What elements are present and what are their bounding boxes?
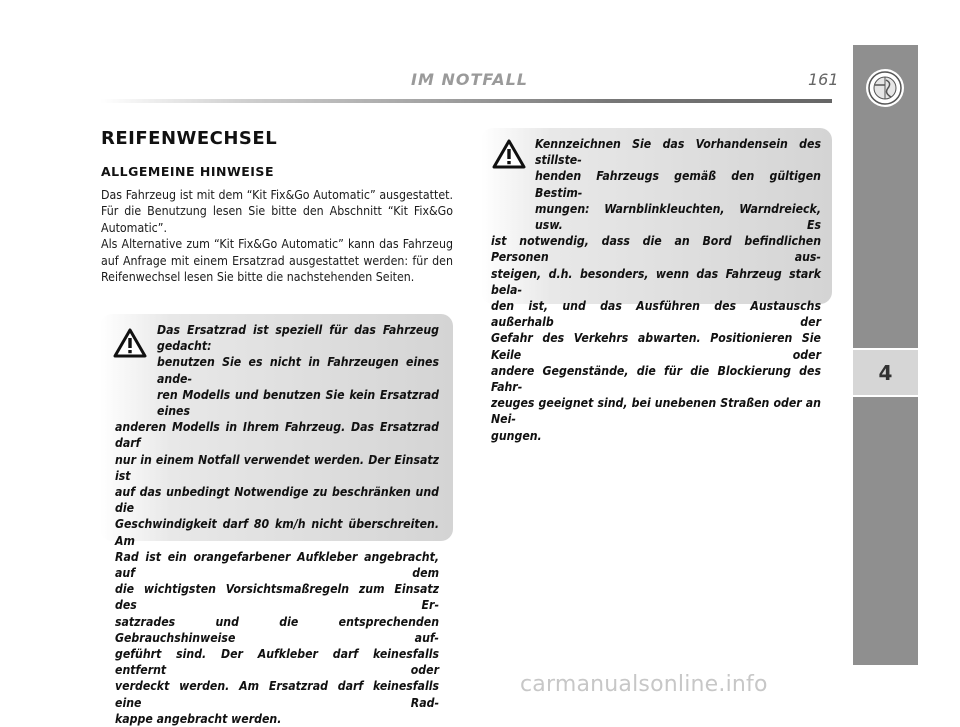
warning-text (115, 322, 439, 727)
warning-line: mungen: Warnblinkleuchten, Warndreieck, usw. Es (535, 201, 821, 233)
warning-text (491, 136, 821, 444)
warning-box-vehicle-stop (481, 128, 832, 443)
warning-line: ren Modells und benutzen Sie kein Ersatzrad eines (157, 387, 439, 419)
paragraph: Das Fahrzeug ist mit dem “Kit Fix&Go Automatic” ausgestattet. Für die Benutzung lesen Sie bitte den Abschnitt “Kit Fix&Go Automatic”. (101, 188, 453, 235)
warning-line: Gefahr des Verkehrs abwarten. Positionieren Sie Keile oder (491, 331, 821, 362)
chapter-sidebar (853, 45, 918, 665)
warning-line: Geschwindigkeit darf 80 km/h nicht überschreiten. Am (115, 517, 439, 548)
warning-line: andere Gegenstände, die für die Blockierung des Fahr- (491, 363, 821, 395)
warning-line: geführt sind. Der Aufkleber darf keinesfalls entfernt oder (115, 647, 439, 678)
warning-line: kappe angebracht werden. (115, 711, 282, 726)
warning-line: anderen Modells in Ihrem Fahrzeug. Das Ersatzrad darf (115, 420, 439, 451)
body-text (101, 187, 453, 285)
sidebar-divider (853, 395, 918, 397)
warning-line: satzrades und die entsprechenden Gebrauchshinweise auf- (115, 614, 439, 645)
warning-line: den ist, und das Ausführen des Austauschs außerhalb der (491, 299, 821, 330)
warning-line: Das Ersatzrad ist speziell für das Fahrzeug gedacht: (157, 323, 439, 354)
header-rule (100, 99, 832, 103)
warning-line: steigen, d.h. besonders, wenn das Fahrzeug stark bela- (491, 266, 821, 297)
section-subtitle: ALLGEMEINE HINWEISE (101, 164, 274, 179)
warning-box-spare-wheel (100, 314, 453, 726)
section-title: REIFENWECHSEL (101, 128, 278, 149)
chapter-number: 4 (878, 360, 893, 385)
watermark: carmanualsonline.info (520, 672, 768, 697)
warning-line: henden Fahrzeugs gemäß den gültigen Bestim- (535, 169, 821, 200)
warning-line: nur in einem Notfall verwendet werden. Der Einsatz ist (115, 452, 439, 483)
warning-line: Kennzeichnen Sie das Vorhandensein des stillste- (535, 137, 821, 168)
warning-line: zeuges geeignet sind, bei unebenen Straßen oder an Nei- (491, 396, 821, 427)
warning-line: benutzen Sie es nicht in Fahrzeugen eines ande- (157, 355, 439, 386)
warning-line: die wichtigsten Vorsichtsmaßregeln zum Einsatz des Er- (115, 582, 439, 613)
warning-line: verdeckt werden. Am Ersatzrad darf keinesfalls eine Rad- (115, 679, 439, 710)
warning-line: auf das unbedingt Notwendige zu beschränken und die (115, 485, 439, 516)
chapter-tab (853, 350, 918, 395)
alfa-romeo-logo-icon (866, 69, 904, 107)
running-header: IM NOTFALL (411, 70, 528, 89)
warning-line: gungen. (491, 428, 542, 443)
warning-line: Rad ist ein orangefarbener Aufkleber angebracht, auf dem (115, 549, 439, 581)
page-number: 161 (808, 70, 839, 89)
paragraph: Als Alternative zum “Kit Fix&Go Automatic” kann das Fahrzeug auf Anfrage mit einem Ersatzrad ausgestattet werden: für den Reifenwechsel lesen Sie bitte die nachstehenden Seiten. (101, 237, 453, 285)
warning-line: ist notwendig, dass die an Bord befindlichen Personen aus- (491, 234, 821, 265)
